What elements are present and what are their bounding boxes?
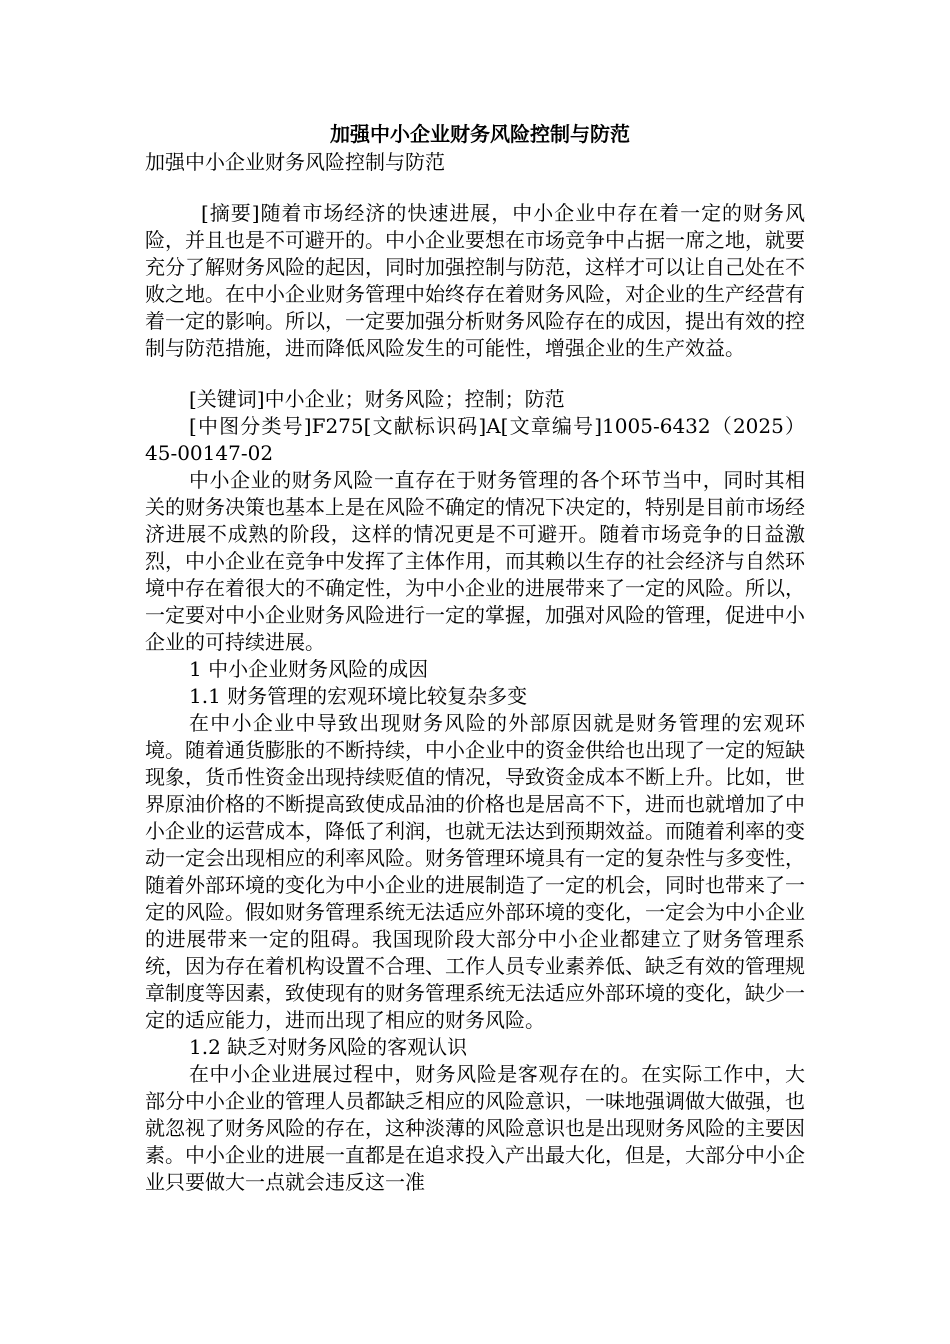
section-heading: 1 中小企业财务风险的成因 <box>189 657 429 681</box>
document-title: 加强中小企业财务风险控制与防范 <box>330 122 630 146</box>
paragraph-gap <box>145 362 805 386</box>
document-page <box>145 119 805 1196</box>
subsection-heading: 1.1 财务管理的宏观环境比较复杂多变 <box>189 684 528 708</box>
abstract-paragraph: [摘要]随着市场经济的快速进展，中小企业中存在着一定的财务风险，并且也是不可避开的。中小企业要想在市场竞争中占据一席之地，就要充分了解财务风险的起因，同时加强控制与防范，这样才可以让自己处在不败之地。在中小企业财务管理中始终存在着财务风险，对企业的生产经营有着一定的影响。所以，一定要加强分析财务风险存在的成因，提出有效的控制与防范措施，进而降低风险发生的可能性，增强企业的生产效益。 <box>145 201 805 360</box>
classification-line: [中图分类号]F275[文献标识码]A[文章编号]1005-6432（2025）45-00147-02 <box>145 414 805 465</box>
intro-paragraph: 中小企业的财务风险一直存在于财务管理的各个环节当中，同时其相关的财务决策也基本上是在风险不确定的情况下决定的，特别是目前市场经济进展不成熟的阶段，这样的情况更是不可避开。随着市场竞争的日益激烈，中小企业在竞争中发挥了主体作用，而其赖以生存的社会经济与自然环境中存在着很大的不确定性，为中小企业的进展带来了一定的风险。所以，一定要对中小企业财务风险进行一定的掌握，加强对风险的管理，促进中小企业的可持续进展。 <box>145 468 805 654</box>
document-subtitle: 加强中小企业财务风险控制与防范 <box>145 150 445 174</box>
subsection-heading: 1.2 缺乏对财务风险的客观认识 <box>189 1035 468 1059</box>
body-paragraph: 在中小企业中导致出现财务风险的外部原因就是财务管理的宏观环境。随着通货膨胀的不断持续，中小企业中的资金供给也出现了一定的短缺现象，货币性资金出现持续贬值的情况，导致资金成本不断上升。比如，世界原油价格的不断提高致使成品油的价格也是居高不下，进而也就增加了中小企业的运营成本，降低了利润，也就无法达到预期效益。而随着利率的变动一定会出现相应的利率风险。财务管理环境具有一定的复杂性与多变性，随着外部环境的变化为中小企业的进展制造了一定的机会，同时也带来了一定的风险。假如财务管理系统无法适应外部环境的变化，一定会为中小企业的进展带来一定的阻碍。我国现阶段大部分中小企业都建立了财务管理系统，因为存在着机构设置不合理、工作人员专业素养低、缺乏有效的管理规章制度等因素，致使现有的财务管理系统无法适应外部环境的变化，缺少一定的适应能力，进而出现了相应的财务风险。 <box>145 711 805 1032</box>
keywords-line: [关键词]中小企业；财务风险；控制；防范 <box>189 387 565 411</box>
body-paragraph: 在中小企业进展过程中，财务风险是客观存在的。在实际工作中，大部分中小企业的管理人员都缺乏相应的风险意识，一味地强调做大做强，也就忽视了财务风险的存在，这种淡薄的风险意识也是出现财务风险的主要因素。中小企业的进展一直都是在追求投入产出最大化，但是，大部分中小企业只要做大一点就会违反这一准 <box>145 1062 805 1194</box>
